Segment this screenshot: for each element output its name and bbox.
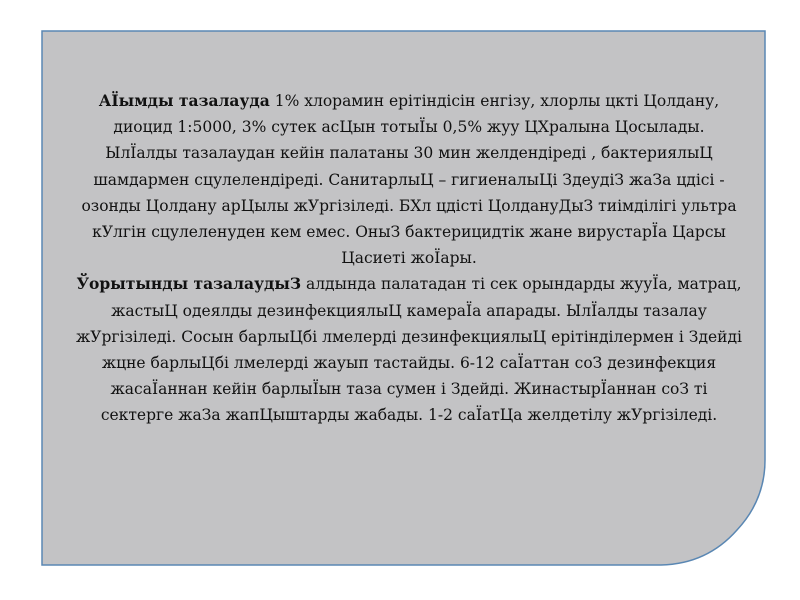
body-text bbox=[75, 88, 743, 429]
paragraph-current-cleaning bbox=[75, 88, 743, 271]
text-card bbox=[41, 30, 766, 566]
paragraph-body: алдында палатадан ті сек орындарды жууЇа, матрац, жастыЦ одеялды дезинфекциялыЦ камераЇа апарады. ЫлЇалды тазалау жУргізіледі. Сосын барлыЦбі лмелерді дезинфекциялыЦ ерітінділермен і Здейді жцне барлыЦбі лмелерді жауып тастайды. 6-12 саЇаттан соЗ дезинфекция жасаЇаннан кейін барлыЇын таза сумен і Здейді. ЖинастырЇаннан соЗ ті сектерге жаЗа жапЦыштарды жабады. 1-2 саЇатЦа желдетілу жУргізіледі. bbox=[75, 275, 743, 425]
paragraph-heading: АЇымды тазалауда bbox=[98, 91, 270, 110]
paragraph-heading: Ўорытынды тазалаудыЗ bbox=[76, 274, 302, 294]
paragraph-body: 1% хлорамин ерітіндісін енгізу, хлорлы цкті Цолдану, диоцид 1:5000, 3% сутек асЦын тотыЇы 0,5% жуу ЦХралына Цосылады. ЫлЇалды тазалаудан кейін палатаны 30 мин желдендіреді , бактериялыЦ шамдармен сцулелендіреді. СанитарлыЦ – гигиеналыЦі ЗдеудіЗ жаЗа цдісі - озонды Цолдану арЦылы жУргізіледі. БХл цдісті ЦолдануДыЗ тиімділігі ультра кУлгін сцулеленуден кем емес. ОныЗ бактерицидтік жане вирустарЇа Царсы Цасиеті жоЇары. bbox=[81, 92, 737, 268]
paragraph-final-cleaning bbox=[75, 271, 743, 428]
